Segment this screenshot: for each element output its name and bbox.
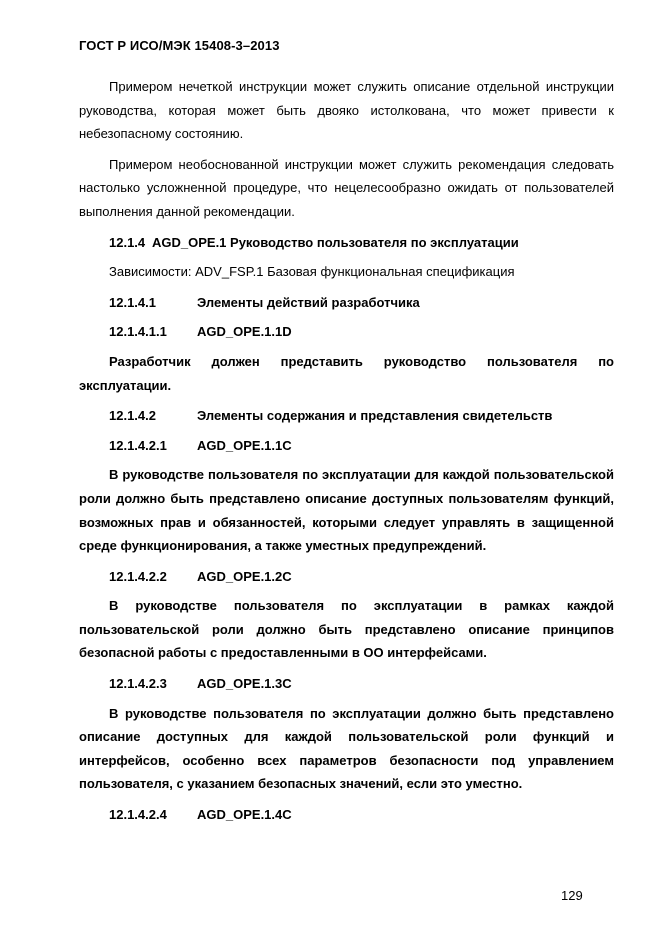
element-number: 12.1.4.1.1 <box>109 324 167 340</box>
element-text-1-2c: В руководстве пользователя по эксплуатации в рамках каждой пользовательской роли должно быть представлено описание принципов безопасной работы с предоставленными в ОО интерфейсами. <box>79 598 614 661</box>
element-text-1-3c: В руководстве пользователя по эксплуатации должно быть представлено описание доступных для каждой пользовательской роли функций и интерфейсов, особенно всех параметров безопасности под управлением пользователя, с указанием безопасных значений, если это уместно. <box>79 705 614 792</box>
section-number: 12.1.4 <box>109 234 146 250</box>
element-id: AGD_OPE.1.4C <box>197 807 292 823</box>
element-heading-1-4c <box>79 803 614 827</box>
page-number: 129 <box>561 888 583 903</box>
element-heading-1-2c <box>79 565 614 589</box>
section-title: AGD_OPE.1 Руководство пользователя по эксплуатации <box>152 234 519 250</box>
subsection-heading-content-elements <box>79 404 614 428</box>
element-number: 12.1.4.2.1 <box>109 437 167 453</box>
paragraph-unreasonable-instruction: Примером необоснованной инструкции может служить рекомендация следовать настолько усложненной процедуре, что нецелесообразно ожидать от пользователей выполнения данной рекомендации. <box>79 156 614 219</box>
document-body <box>79 75 614 833</box>
element-heading-1-3c <box>79 672 614 696</box>
subsection-heading-developer-actions <box>79 291 614 315</box>
element-text-1-1d: Разработчик должен представить руководство пользователя по эксплуатации. <box>79 353 614 393</box>
element-id: AGD_OPE.1.3C <box>197 676 292 692</box>
element-text-1-1c: В руководстве пользователя по эксплуатации для каждой пользовательской роли должно быть представлено описание доступных пользователям функций, возможных прав и обязанностей, которыми следует управлять в защищенной среде функционирования, а также уместных предупреждений. <box>79 467 614 554</box>
element-id: AGD_OPE.1.1D <box>197 324 292 340</box>
subsection-title: Элементы содержания и представления свидетельств <box>197 408 553 424</box>
element-id: AGD_OPE.1.2C <box>197 568 292 584</box>
section-dependencies: Зависимости: ADV_FSP.1 Базовая функциональная спецификация <box>109 264 515 280</box>
element-heading-1-1d <box>79 320 614 344</box>
element-number: 12.1.4.2.3 <box>109 676 167 692</box>
element-number: 12.1.4.2.2 <box>109 568 167 584</box>
subsection-title: Элементы действий разработчика <box>197 294 420 310</box>
element-id: AGD_OPE.1.1C <box>197 437 292 453</box>
subsection-number: 12.1.4.1 <box>109 294 156 310</box>
subsection-number: 12.1.4.2 <box>109 408 156 424</box>
paragraph-unclear-instruction: Примером нечеткой инструкции может служить описание отдельной инструкции руководства, которая может быть двояко истолкована, что может привести к небезопасному состоянию. <box>79 79 614 142</box>
element-heading-1-1c <box>79 434 614 458</box>
section-heading <box>79 231 614 255</box>
document-header: ГОСТ Р ИСО/МЭК 15408-3–2013 <box>79 38 280 53</box>
element-number: 12.1.4.2.4 <box>109 807 167 823</box>
